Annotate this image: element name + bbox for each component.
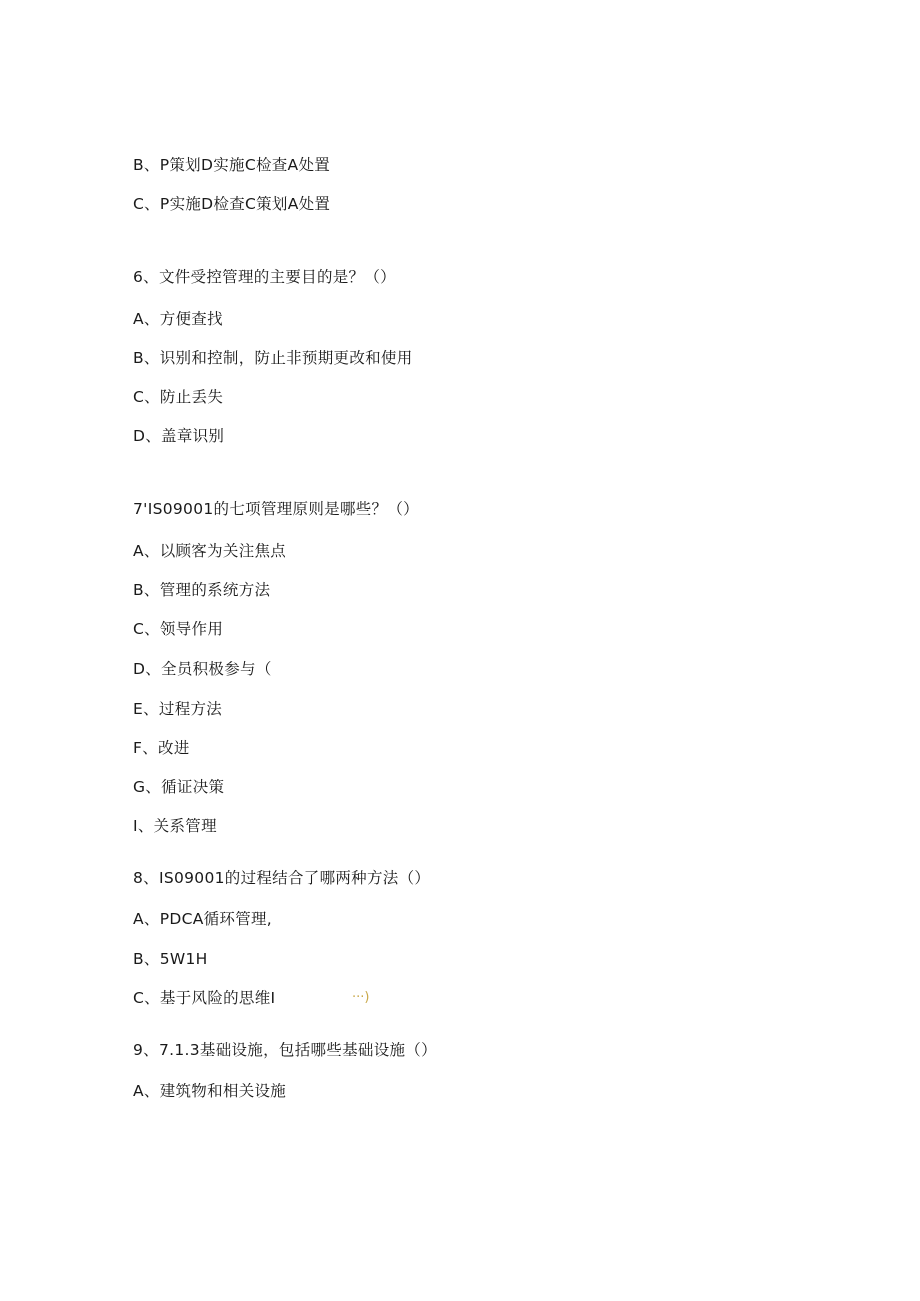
option-7b: B、管理的系统方法 — [133, 581, 271, 599]
option-6b: B、识别和控制，防止非预期更改和使用 — [133, 349, 413, 367]
option-5b: B、P策划D实施C检查A处置 — [133, 156, 331, 174]
margin-mark: ···) — [352, 990, 370, 1005]
option-7d: D、全员积极参与（ — [133, 660, 272, 678]
option-7f: F、改进 — [133, 739, 190, 757]
option-6c: C、防止丢失 — [133, 388, 224, 406]
question-8: 8、IS09001的过程结合了哪两种方法（） — [133, 869, 431, 887]
option-6d: D、盖章识别 — [133, 427, 225, 445]
option-6a: A、方便查找 — [133, 310, 223, 328]
option-9a: A、建筑物和相关设施 — [133, 1082, 287, 1100]
option-7a: A、以顾客为关注焦点 — [133, 542, 287, 560]
question-7: 7'IS09001的七项管理原则是哪些？（） — [133, 500, 419, 518]
option-5c: C、P实施D检查C策划A处置 — [133, 195, 331, 213]
option-8a: A、PDCA循环管理, — [133, 910, 273, 928]
question-9: 9、7.1.3基础设施，包括哪些基础设施（） — [133, 1041, 437, 1059]
option-7g: G、循证决策 — [133, 778, 225, 796]
question-6: 6、文件受控管理的主要目的是？（） — [133, 268, 396, 286]
option-8b: B、5W1H — [133, 950, 208, 968]
option-7c: C、领导作用 — [133, 620, 224, 638]
option-7e: E、过程方法 — [133, 700, 223, 718]
option-8c: C、基于风险的思维I — [133, 989, 276, 1007]
option-7i: I、关系管理 — [133, 817, 217, 835]
